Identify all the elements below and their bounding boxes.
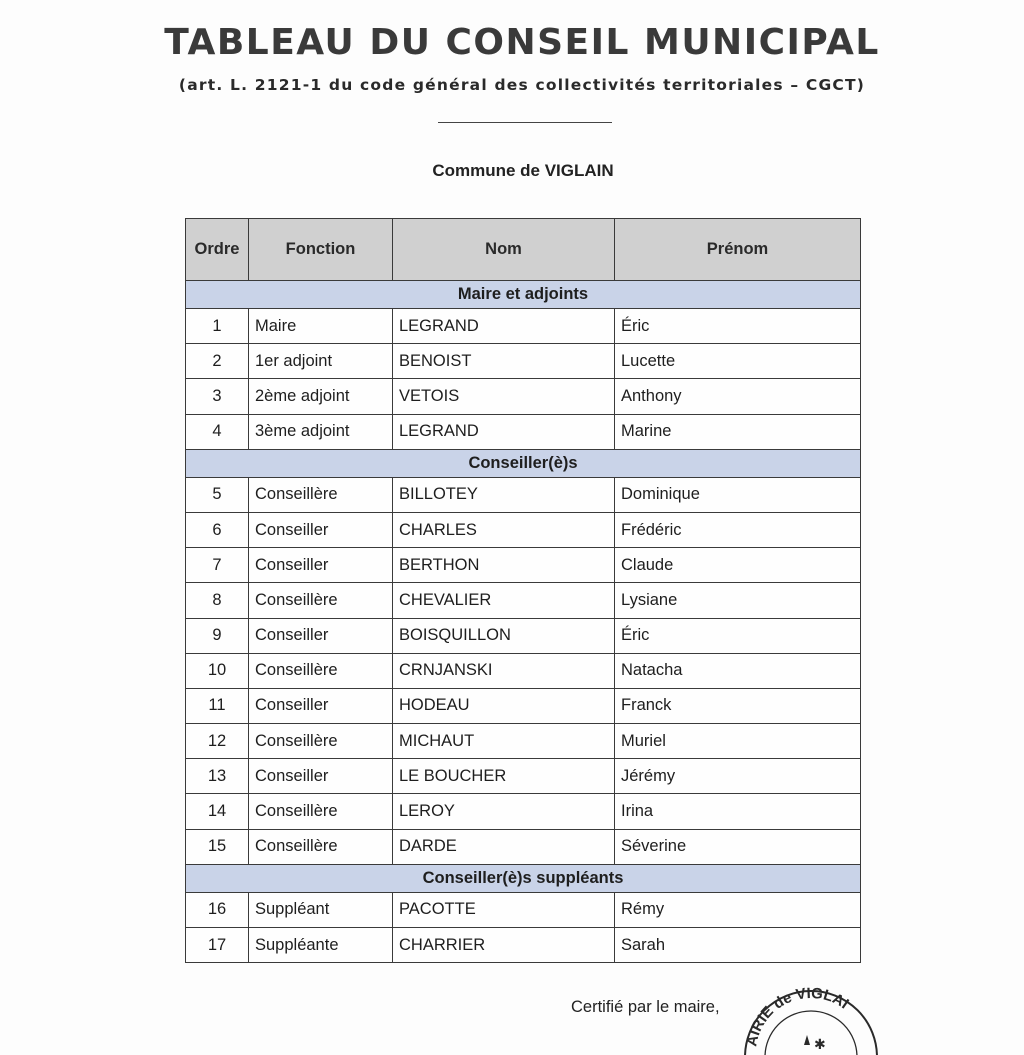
table-row — [186, 618, 861, 653]
table-row — [186, 928, 861, 963]
cell-prenom: Marine — [615, 414, 861, 449]
cell-prenom: Dominique — [615, 477, 861, 512]
cell-ordre: 10 — [186, 653, 249, 688]
cell-nom: DARDE — [393, 829, 615, 864]
cell-fonction: Conseiller — [249, 688, 393, 723]
table-row — [186, 794, 861, 829]
table-row — [186, 724, 861, 759]
cell-ordre: 13 — [186, 759, 249, 794]
cell-fonction: Conseillère — [249, 829, 393, 864]
cell-nom: CHEVALIER — [393, 583, 615, 618]
title-divider — [438, 122, 612, 123]
table-row — [186, 688, 861, 723]
certification-text: Certifié par le maire, — [571, 998, 720, 1016]
cell-ordre: 14 — [186, 794, 249, 829]
cell-prenom: Lucette — [615, 344, 861, 379]
cell-prenom: Frédéric — [615, 512, 861, 547]
table-row — [186, 548, 861, 583]
cell-nom: LEROY — [393, 794, 615, 829]
cell-prenom: Séverine — [615, 829, 861, 864]
table-row — [186, 512, 861, 547]
cell-nom: CHARRIER — [393, 928, 615, 963]
table-row — [186, 477, 861, 512]
header-prenom: Prénom — [615, 219, 861, 281]
mairie-stamp — [734, 975, 884, 1055]
cell-nom: BOISQUILLON — [393, 618, 615, 653]
cell-fonction: Conseiller — [249, 759, 393, 794]
cell-fonction: Conseiller — [249, 618, 393, 653]
cell-prenom: Muriel — [615, 724, 861, 759]
stamp-text: AIRIE de VIGLAI — [743, 984, 852, 1048]
cell-prenom: Éric — [615, 309, 861, 344]
header-fonction: Fonction — [249, 219, 393, 281]
cell-ordre: 12 — [186, 724, 249, 759]
cell-prenom: Lysiane — [615, 583, 861, 618]
cell-ordre: 7 — [186, 548, 249, 583]
section-title: Conseiller(è)s — [186, 449, 861, 477]
cell-prenom: Éric — [615, 618, 861, 653]
cell-ordre: 9 — [186, 618, 249, 653]
cell-prenom: Rémy — [615, 892, 861, 927]
cell-fonction: Suppléant — [249, 892, 393, 927]
document-subtitle: (art. L. 2121-1 du code général des collectivités territoriales – CGCT) — [178, 76, 866, 94]
cell-ordre: 15 — [186, 829, 249, 864]
cell-prenom: Irina — [615, 794, 861, 829]
table-row — [186, 759, 861, 794]
cell-fonction: Conseiller — [249, 512, 393, 547]
cell-ordre: 6 — [186, 512, 249, 547]
cell-fonction: Conseillère — [249, 583, 393, 618]
cell-nom: PACOTTE — [393, 892, 615, 927]
cell-fonction: Conseillère — [249, 653, 393, 688]
cell-prenom: Sarah — [615, 928, 861, 963]
table-row — [186, 829, 861, 864]
cell-prenom: Anthony — [615, 379, 861, 414]
cell-ordre: 2 — [186, 344, 249, 379]
cell-fonction: Maire — [249, 309, 393, 344]
cell-nom: VETOIS — [393, 379, 615, 414]
table-row — [186, 653, 861, 688]
cell-nom: BENOIST — [393, 344, 615, 379]
cell-fonction: Conseiller — [249, 548, 393, 583]
header-nom: Nom — [393, 219, 615, 281]
cell-fonction: Conseillère — [249, 477, 393, 512]
cell-fonction: 1er adjoint — [249, 344, 393, 379]
cell-ordre: 5 — [186, 477, 249, 512]
table-header-row — [186, 219, 861, 281]
cell-nom: LEGRAND — [393, 309, 615, 344]
section-title: Conseiller(è)s suppléants — [186, 864, 861, 892]
commune-name: Commune de VIGLAIN — [432, 161, 614, 180]
stamp-star-icon: ✱ — [814, 1036, 826, 1052]
table-row — [186, 344, 861, 379]
cell-prenom: Natacha — [615, 653, 861, 688]
table-body — [186, 281, 861, 963]
cell-ordre: 4 — [186, 414, 249, 449]
cell-ordre: 17 — [186, 928, 249, 963]
svg-text:AIRIE de VIGLAI — [743, 985, 851, 1048]
cell-nom: MICHAUT — [393, 724, 615, 759]
cell-ordre: 16 — [186, 892, 249, 927]
cell-prenom: Jérémy — [615, 759, 861, 794]
cell-ordre: 1 — [186, 309, 249, 344]
table-row — [186, 414, 861, 449]
cell-ordre: 11 — [186, 688, 249, 723]
cell-fonction: Conseillère — [249, 794, 393, 829]
cell-nom: LEGRAND — [393, 414, 615, 449]
section-row — [186, 449, 861, 477]
cell-nom: BILLOTEY — [393, 477, 615, 512]
table-row — [186, 583, 861, 618]
cell-prenom: Franck — [615, 688, 861, 723]
cell-fonction: Conseillère — [249, 724, 393, 759]
council-table — [185, 218, 861, 963]
cell-nom: BERTHON — [393, 548, 615, 583]
cell-nom: LE BOUCHER — [393, 759, 615, 794]
header-ordre: Ordre — [186, 219, 249, 281]
section-row — [186, 281, 861, 309]
cell-nom: HODEAU — [393, 688, 615, 723]
cell-ordre: 8 — [186, 583, 249, 618]
section-title: Maire et adjoints — [186, 281, 861, 309]
cell-nom: CHARLES — [393, 512, 615, 547]
table-row — [186, 892, 861, 927]
cell-fonction: 2ème adjoint — [249, 379, 393, 414]
section-row — [186, 864, 861, 892]
table-row — [186, 379, 861, 414]
document-title: TABLEAU DU CONSEIL MUNICIPAL — [164, 22, 880, 63]
table-row — [186, 309, 861, 344]
cell-prenom: Claude — [615, 548, 861, 583]
cell-fonction: Suppléante — [249, 928, 393, 963]
cell-ordre: 3 — [186, 379, 249, 414]
cell-fonction: 3ème adjoint — [249, 414, 393, 449]
cell-nom: CRNJANSKI — [393, 653, 615, 688]
